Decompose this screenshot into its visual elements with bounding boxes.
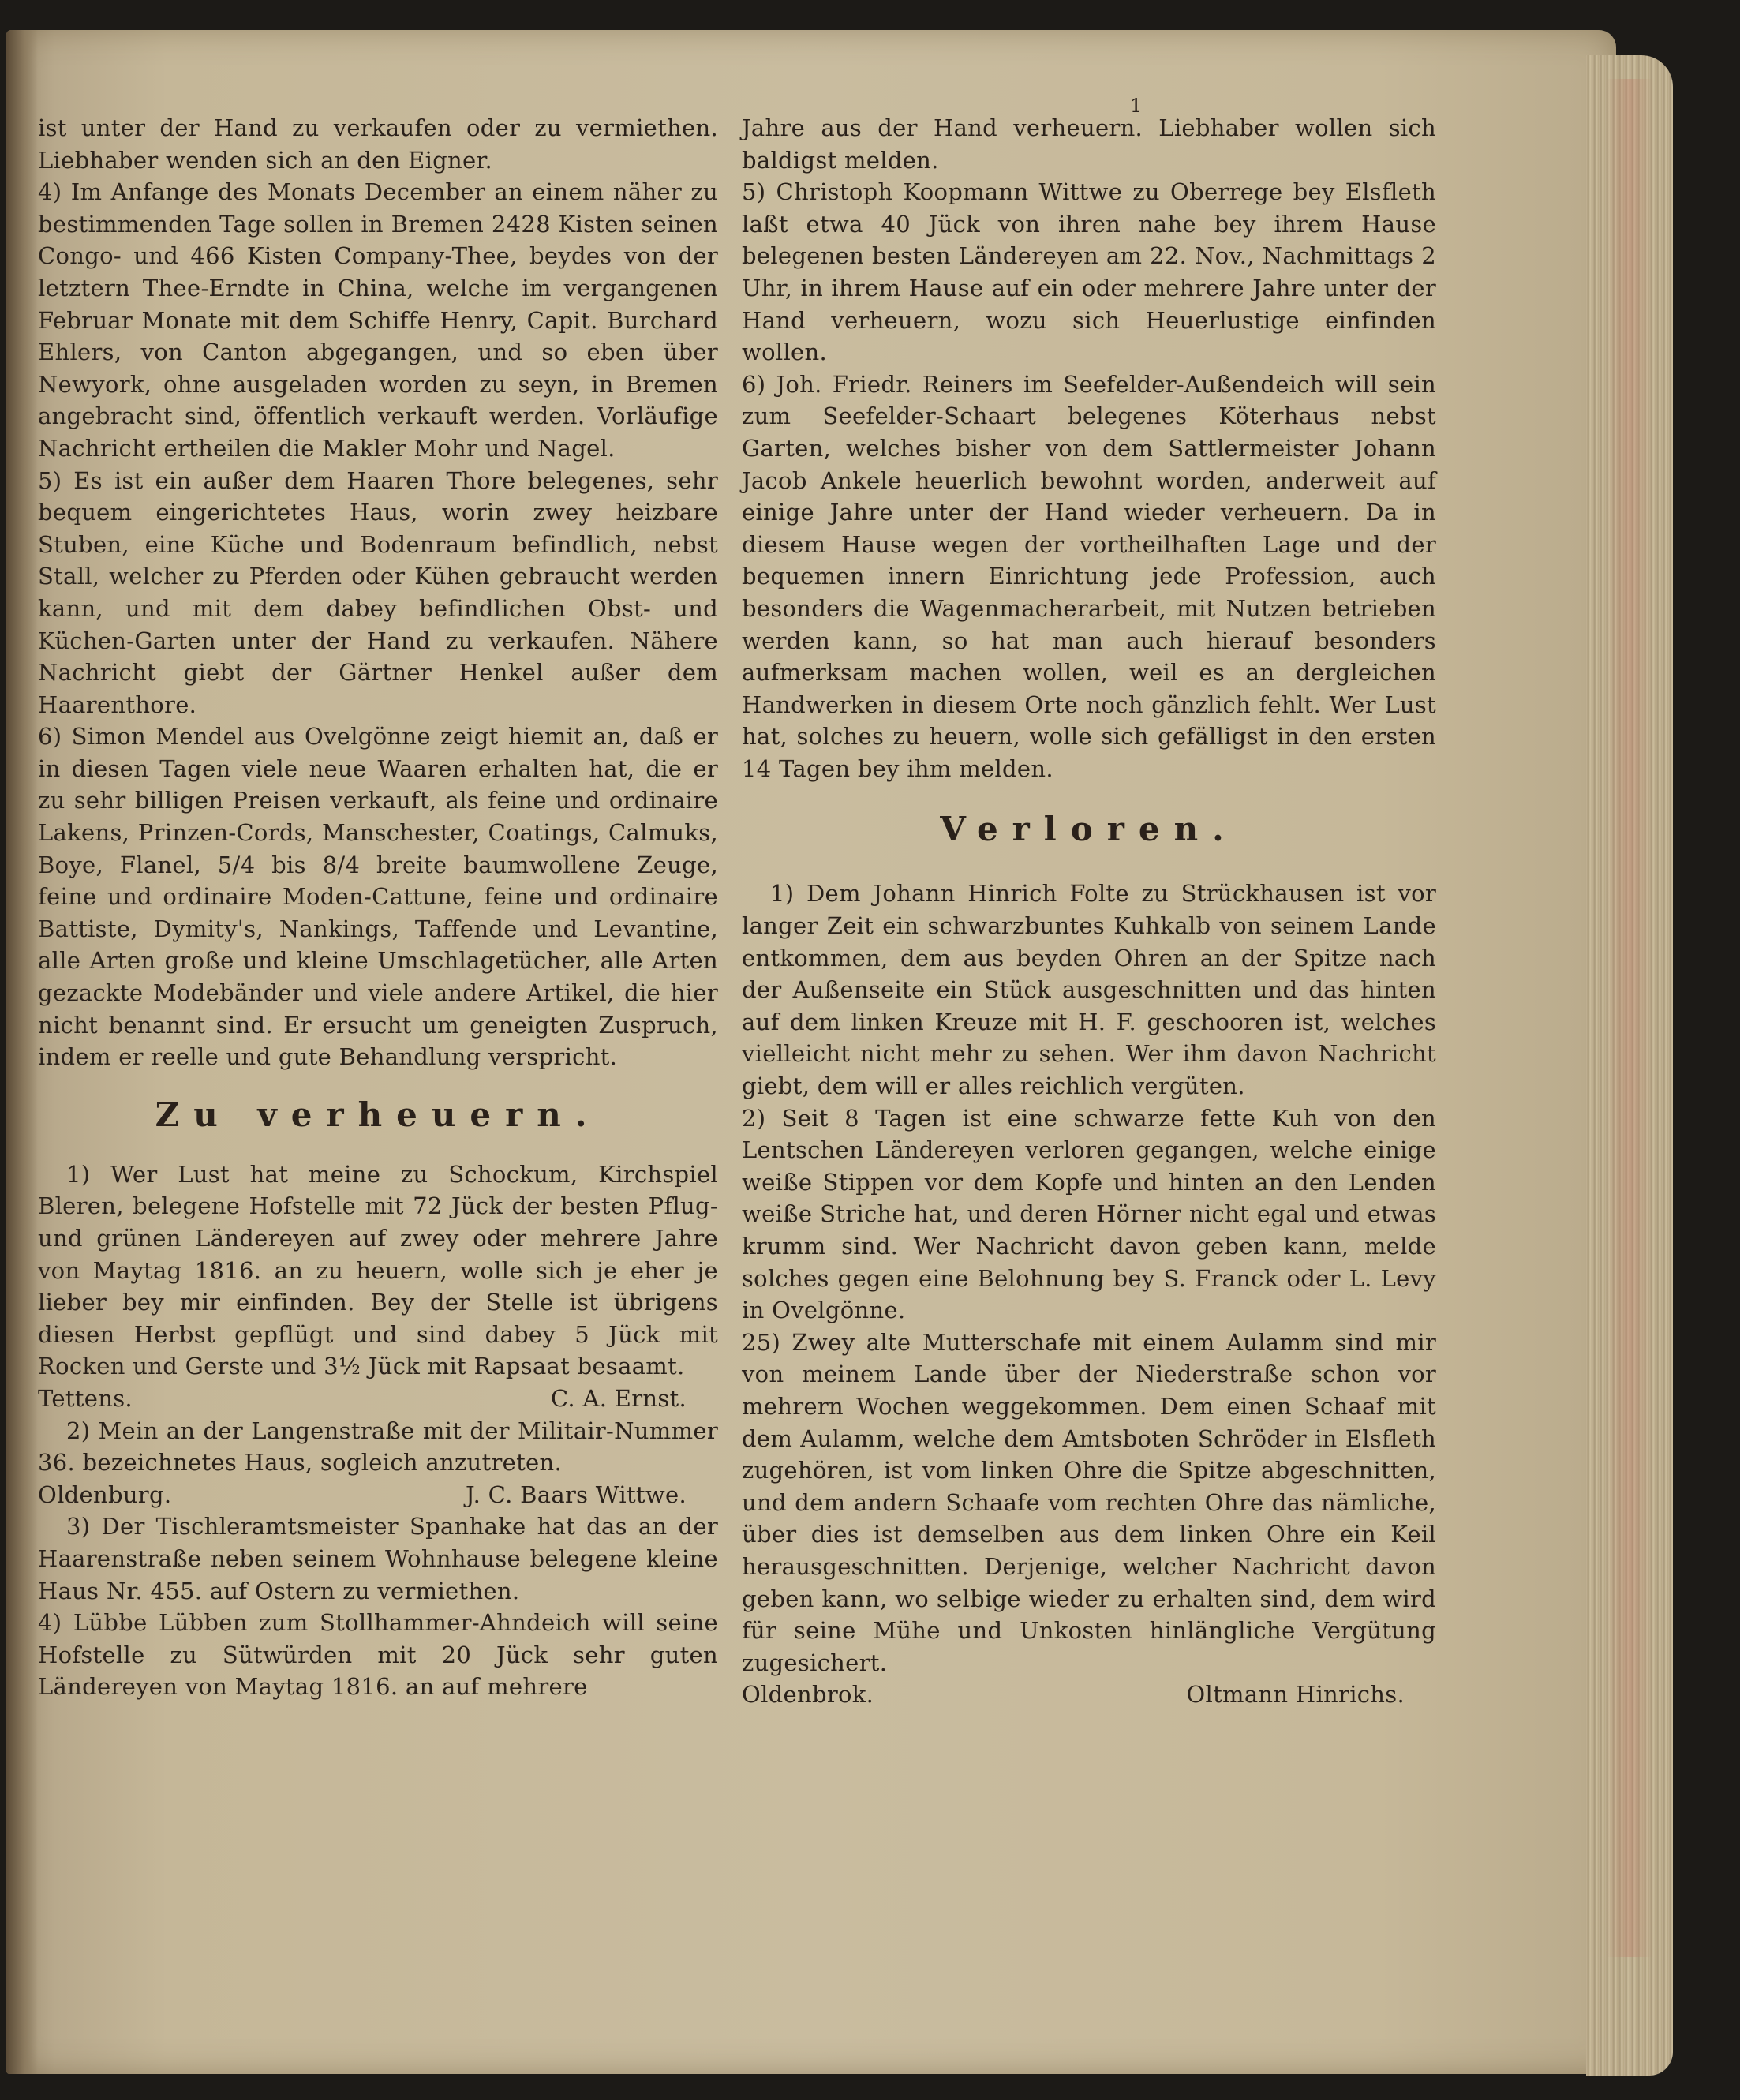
left-intro: ist unter der Hand zu verkaufen oder zu vermiethen. Liebhaber wenden sich an den Eigner. — [38, 114, 718, 174]
signature-place: Oldenbrok. — [742, 1681, 874, 1709]
signature-name: J. C. Baars Wittwe. — [465, 1480, 687, 1508]
heading-zu-verheuern: Zu verheuern. — [155, 1095, 601, 1134]
page-edges — [1586, 55, 1673, 2076]
verloren-item-3-signature — [742, 1679, 1436, 1711]
verheuern-item-1: 1) Wer Lust hat meine zu Schockum, Kirchspiel Bleren, belegene Hofstelle mit 72 Jück der besten Pflug- und grünen Ländereyen auf zwey oder mehrere Jahre von Maytag 1816. an zu heuern, wolle sich je eher je lieber bey mir einfinden. Bey der Stelle ist übrigens diesen Herbst gepflügt und sind dabey 5 Jück mit Rocken und Gerste und 3½ Jück mit Rapsaat besaamt. — [38, 1160, 718, 1380]
verheuern-item-5: 5) Christoph Koopmann Wittwe zu Oberrege bey Elsfleth laßt etwa 40 Jück von ihren nahe bey ihrem Hause belegenen besten Ländereyen am 22. Nov., Nachmittags 2 Uhr, in ihrem Hause auf ein oder mehrere Jahre unter der Hand verheuern, wozu sich Heuerlustige einfinden wollen. — [742, 178, 1436, 366]
verheuern-item-2: 2) Mein an der Langenstraße mit der Militair-Nummer 36. bezeichnetes Haus, sogleich anzutreten. — [38, 1417, 718, 1477]
page-edge-tint — [1606, 79, 1653, 1957]
left-item-6: 6) Simon Mendel aus Ovelgönne zeigt hiemit an, daß er in diesen Tagen viele neue Waaren erhalten hat, die er zu sehr billigen Preisen verkauft, als feine und ordinaire Lakens, Prinzen-Cords, Manschester, Coatings, Calmuks, Boye, Flanel, 5/4 bis 8/4 breite baumwollene Zeuge, feine und ordinaire Moden-Cattune, feine und ordinaire Battiste, Dymity's, Nankings, Taffende und Levantine, alle Arten große und kleine Umschlagetücher, alle Arten gezackte Modebänder und viele andere Artikel, die hier nicht benannt sind. Er ersucht um geneigten Zuspruch, indem er reelle und gute Behandlung verspricht. — [38, 723, 718, 1071]
left-item-5: 5) Es ist ein außer dem Haaren Thore belegenes, sehr bequem eingerichtetes Haus, worin zwey heizbare Stuben, eine Küche und Bodenraum befindlich, nebst Stall, welcher zu Pferden oder Kühen gebraucht werden kann, und mit dem dabey befindlichen Obst- und Küchen-Garten unter der Hand zu verkaufen. Nähere Nachricht giebt der Gärtner Henkel außer dem Haarenthore. — [38, 466, 718, 718]
verloren-item-3: 25) Zwey alte Mutterschafe mit einem Aulamm sind mir von meinem Lande über der Niederstraße schon vor mehrern Wochen weggekommen. Dem einen Schaaf mit dem Aulamm, welche dem Amtsboten Schröder in Elsfleth zugehören, ist vom linken Ohre die Spitze abgeschnitten, und dem andern Schaafe vom rechten Ohre das nämliche, über dies ist demselben aus dem linken Ohre ein Keil herausgeschnitten. Derjenige, welcher Nachricht davon geben kann, wo selbige wieder zu erhalten sind, dem wird für seine Mühe und Unkosten hinlängliche Vergütung zugesichert. — [742, 1328, 1436, 1676]
left-column — [38, 112, 718, 1703]
signature-place: Tettens. — [38, 1384, 133, 1412]
right-continuation: Jahre aus der Hand verheuern. Liebhaber wollen sich baldigst melden. — [742, 114, 1436, 174]
verheuern-item-3: 3) Der Tischleramtsmeister Spanhake hat das an der Haarenstraße neben seinem Wohnhause belegene kleine Haus Nr. 455. auf Ostern zu vermiethen. — [38, 1513, 718, 1604]
verheuern-item-6: 6) Joh. Friedr. Reiners im Seefelder-Außendeich will sein zum Seefelder-Schaart belegenes Köterhaus nebst Garten, welches bisher von dem Sattlermeister Johann Jacob Ankele heuerlich bewohnt worden, anderweit auf einige Jahre unter der Hand wieder verheuern. Da in diesem Hause wegen der vortheilhaften Lage und der bequemen innern Einrichtung jede Profession, auch besonders die Wagenmacherarbeit, mit Nutzen betrieben werden kann, so hat man auch hierauf besonders aufmerksam machen wollen, weil es an dergleichen Handwerken in diesem Orte noch gänzlich fehlt. Wer Lust hat, solches zu heuern, wolle sich gefälligst in den ersten 14 Tagen bey ihm melden. — [742, 370, 1436, 782]
verheuern-item-4: 4) Lübbe Lübben zum Stollhammer-Ahndeich will seine Hofstelle zu Sütwürden mit 20 Jück sehr guten Ländereyen von Maytag 1816. an auf mehrere — [38, 1609, 718, 1701]
verloren-item-2: 2) Seit 8 Tagen ist eine schwarze fette Kuh von den Lentschen Ländereyen verloren gegangen, welche einige weiße Stippen vor dem Kopfe und hinten an den Lenden weiße Striche hat, und deren Hörner nicht egal und etwas krumm sind. Wer Nachricht davon geben kann, melde solches gegen eine Belohnung bey S. Franck oder L. Levy in Ovelgönne. — [742, 1104, 1436, 1324]
verloren-item-1: 1) Dem Johann Hinrich Folte zu Strückhausen ist vor langer Zeit ein schwarzbuntes Kuhkalb von seinem Lande entkommen, dem aus beyden Ohren an der Spitze nach der Außenseite ein Stück ausgeschnitten und das hinten auf dem linken Kreuze mit H. F. geschooren ist, welches vielleicht nicht mehr zu sehen. Wer ihm davon Nachricht giebt, dem will er alles reichlich vergüten. — [742, 880, 1436, 1100]
page-gutter-shadow — [6, 30, 38, 2074]
verheuern-item-1-signature — [38, 1383, 718, 1415]
signature-name: Oltmann Hinrichs. — [1186, 1681, 1405, 1709]
right-column — [742, 112, 1436, 1711]
heading-verloren: Verloren. — [940, 810, 1238, 849]
signature-name: C. A. Ernst. — [550, 1384, 687, 1412]
signature-place: Oldenburg. — [38, 1480, 172, 1508]
top-marker: 1 — [1130, 95, 1143, 117]
left-item-4: 4) Im Anfange des Monats December an einem näher zu bestimmenden Tage sollen in Bremen 2428 Kisten seinen Congo- und 466 Kisten Company-Thee, beydes von der letztern Thee-Erndte in China, welche im vergangenen Februar Monate mit dem Schiffe Henry, Capit. Burchard Ehlers, von Canton abgegangen, und so eben über Newyork, ohne ausgeladen worden zu seyn, in Bremen angebracht sind, öffentlich verkauft werden. Vorläufige Nachricht ertheilen die Makler Mohr und Nagel. — [38, 178, 718, 462]
verheuern-item-2-signature — [38, 1479, 718, 1511]
